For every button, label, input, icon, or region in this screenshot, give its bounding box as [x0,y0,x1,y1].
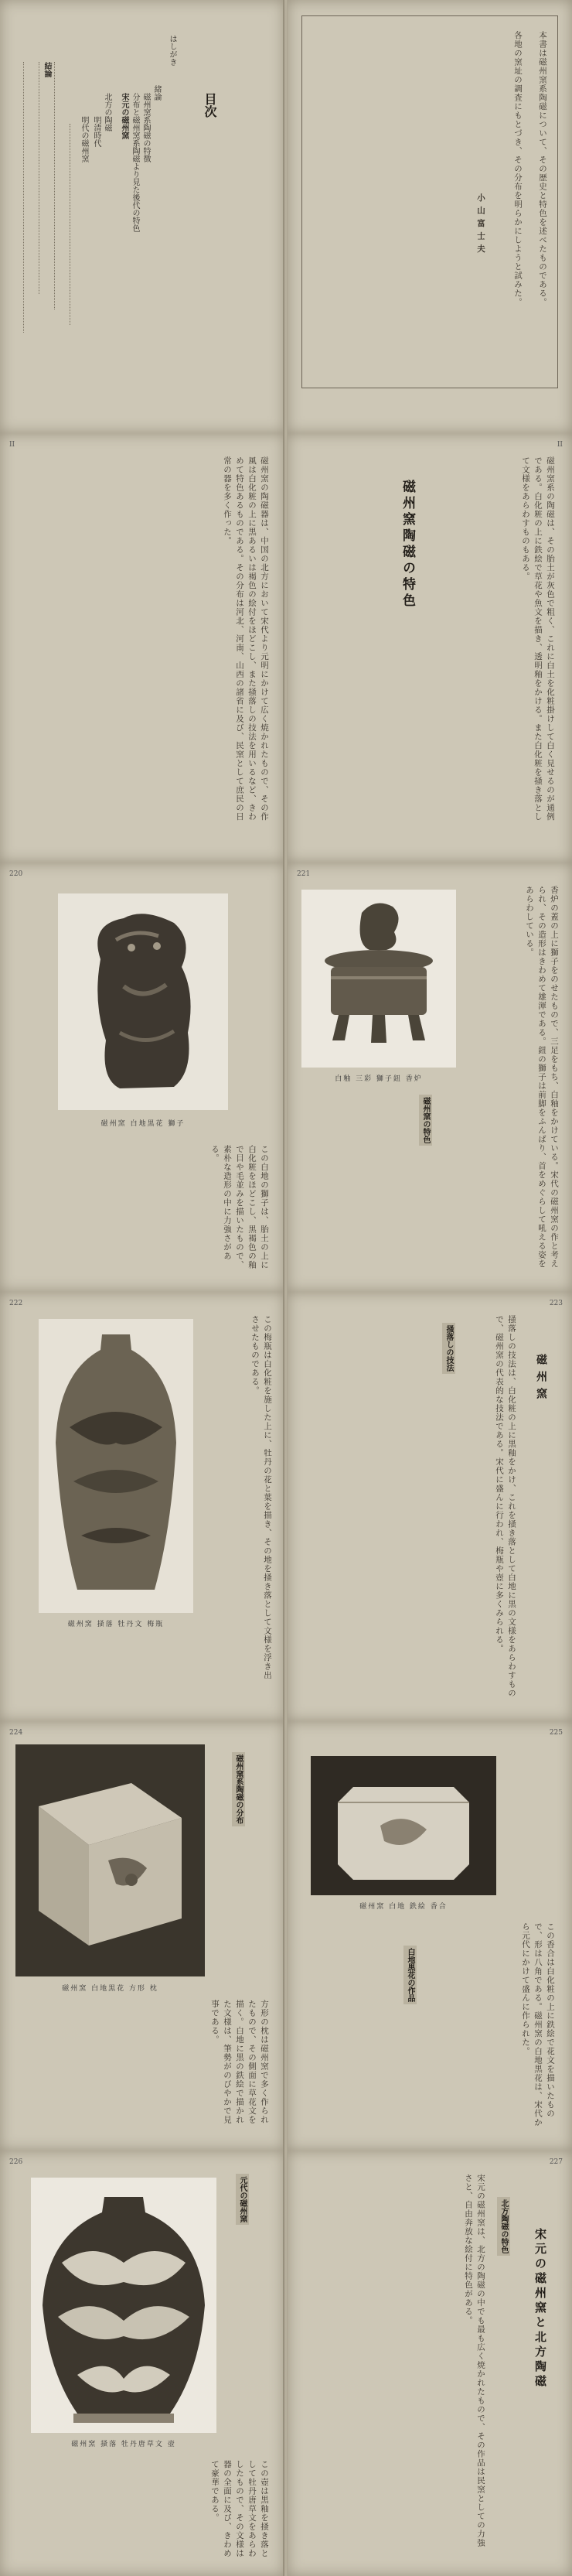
octagonal-box-image [311,1756,496,1895]
body-text: この香合は白化粧の上に鉄絵で花文を描いたもので、形は八角である。磁州窯の白地黒花は、宋代から元代にかけて盛んに作られた。 [521,1922,555,2127]
page-number: 224 [9,1729,23,1737]
body-text: この白地の獅子は、胎土の上に白化粧をほどこし、黒褐色の釉で目や毛並みを描いたもので、素朴な造形の中に力強さがある。 [210,1145,269,1269]
page-number: 220 [9,870,23,878]
lion-page [0,863,284,1292]
square-box-image [15,1744,205,1976]
section-subheading: 磁州窯の特色 [419,1095,432,1146]
spread-lions [0,863,572,1292]
octagonal-box-photo [311,1756,496,1895]
body-text: 方形の枕は磁州窯で多く作られたもので、その側面に草花文を描く。白地に黒の鉄絵で描かれた文様は、筆勢がのびやかで見事である。 [210,2000,269,2124]
spread-intro [0,433,572,863]
square-box-caption: 磁州窯 白地黒花 方形 枕 [62,1985,158,1993]
section-title: 磁州窯 [535,1354,547,1405]
toc-item: 明代の磁州窯 [80,116,88,162]
toc-item: 明清時代 [92,116,100,147]
section-subheading: 掻落しの技法 [442,1323,455,1374]
spread-meiping [0,1292,572,1721]
meiping-caption: 磁州窯 掻落 牡丹文 梅瓶 [67,1621,165,1628]
page-number: II [9,441,15,449]
toc-item: 分布と磁州窯系陶磁より見た後代の特色 [131,93,139,232]
intro-right-page [288,433,572,863]
lion-figure-photo [58,893,228,1110]
square-box-photo [15,1744,205,1976]
body-text: 掻落しの技法は、白化粧の上に黒釉をかけ、これを掻き落として白地に黒の文様をあらわすもので、磁州窯の代表的な技法である。宋代に盛んに行われ、梅瓶や壺に多くみられる。 [495,1315,516,1698]
page-number: 227 [549,2158,563,2166]
jar-photo [31,2178,216,2433]
censer-caption: 白釉 三彩 獅子鈕 香炉 [335,1075,423,1083]
toc-item: 結論 [43,62,51,77]
octagonal-box-page [288,1721,572,2151]
northern-ceramics-page [288,2151,572,2576]
toc-leader [23,62,24,333]
preface-page [288,0,572,433]
meiping-page [0,1292,284,1721]
spread-contents [0,0,572,433]
lion-figure-caption: 磁州窯 白地黒花 獅子 [100,1120,186,1128]
preface-text: 本書は磁州窯系陶磁について、その歴史と特色を述べたものである。 [538,31,547,307]
body-text: 磁州窯系の陶磁は、その胎土が灰色で粗く、これに白土を化粧掛けして白く見せるのが通例である。白化粧の上に鉄絵で草花や魚文を描き、透明釉をかける。また白化粧を掻き落として文様をあらわすものもある。 [521,456,555,822]
page-number: 223 [549,1300,563,1307]
contents-title: 目次 [203,93,217,118]
section-subheading: 北方陶磁の特色 [497,2197,510,2256]
toc-item: 緒論 [152,85,161,101]
toc-item: 磁州窯系陶磁の特徴 [141,93,150,162]
body-text: この壺は黒釉を掻き落として牡丹唐草文をあらわしたもので、その文様は器の全面に及び、きわめて豪華である。 [210,2460,269,2558]
section-subheading: 白地黒花の作品 [403,1946,417,2004]
spread-boxes [0,1721,572,2151]
peony-jar-image [31,2178,216,2433]
toc-item: はしがき [168,35,176,66]
toc-item: 宋元の磁州窯 [120,93,128,139]
body-text: 磁州窯の陶磁器は、中国の北方において宋代より元明にかけて広く焼かれたもので、その作風は白化粧の上に黒あるいは褐色の絵付をほどこし、また掻落しの技法を用いるなど、きわめて特色あるものである。その分布は河北、河南、山西の諸省に及び、民窯として庶民の日常の器を多く作った。 [223,456,269,822]
lion-figure-image [58,893,228,1110]
section-subheading: 磁州窯系陶磁の分布 [232,1752,245,1826]
body-text: 香炉の蓋の上に獅子をのせたもので、三足をもち、白釉をかけている。宋代の磁州窯の作と考えられ、その造形はきわめて雄渾である。鈕の獅子は前脚をふんばり、首をめぐらして吼える姿をあらわしている。 [525,886,559,1269]
intro-left-page [0,433,284,863]
toc-item: 北方の陶磁 [103,93,111,132]
spread-jar [0,2151,572,2576]
preface-author: 小山富士夫 [476,193,485,258]
jar-page [0,2151,284,2576]
page-number: 222 [9,1300,23,1307]
section-subheading: 元代の磁州窯 [236,2174,249,2225]
preface-text: 各地の窯址の調査にもとづき、その分布を明らかにしようと試みた。 [513,31,523,307]
page-number: 225 [549,1729,563,1737]
meiping-vase-image [39,1319,193,1613]
page-number: 226 [9,2158,23,2166]
censer-page [288,863,572,1292]
octagonal-box-caption: 磁州窯 白地 鉄絵 香合 [359,1903,448,1911]
contents-page [0,0,284,433]
body-text: 宋元の磁州窯は、北方の陶磁の中でも最も広く焼かれたもので、その作品は民窯としての力強さと、自由奔放な絵付に特色がある。 [464,2174,485,2547]
lion-censer-image [301,890,456,1068]
body-text: この梅瓶は白化粧を施した上に、牡丹の花と葉を描き、その地を掻き落として文様を浮き出させたものである。 [250,1315,272,1680]
jar-caption: 磁州窯 掻落 牡丹唐草文 壺 [71,2441,176,2448]
chapter-title: 磁州窯陶磁の特色 [400,480,415,610]
page-number: 221 [297,870,311,878]
meiping-vase-photo [39,1319,193,1613]
section-title: 宋元の磁州窯と北方陶磁 [533,2228,547,2390]
technique-page [288,1292,572,1721]
toc-leader [54,62,55,309]
censer-photo [301,890,456,1068]
square-box-page [0,1721,284,2151]
page-number: II [557,441,563,449]
